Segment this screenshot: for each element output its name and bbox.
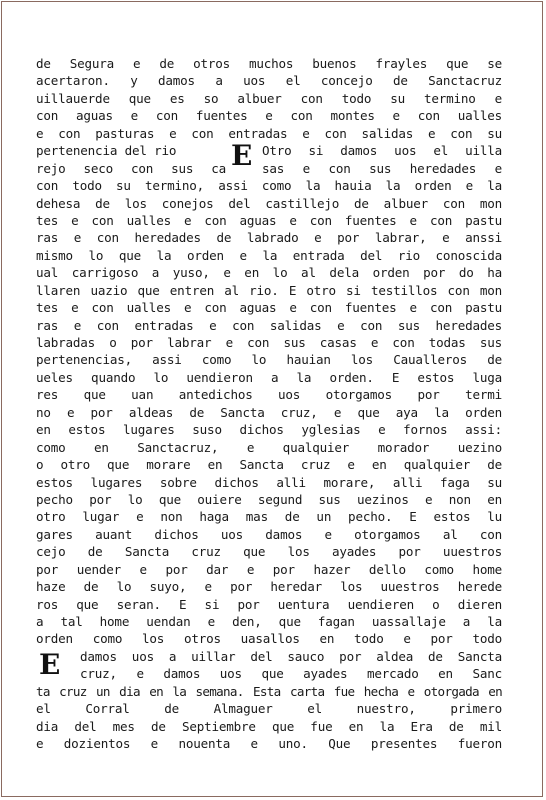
text-line: tes e con ualles e con aguas e con fuentes e con pastu xyxy=(36,212,502,228)
text-segment: rejo seco con sus ca xyxy=(36,160,226,176)
text-line: en estos lugares suso dichos yglesias e fornos assi: xyxy=(36,422,502,438)
text-line: ras e con entradas e con salidas e con sus heredades xyxy=(36,317,502,333)
text-line: llaren uazio que entren al rio. E otro si testillos con mon xyxy=(36,282,502,298)
text-line: ueles quando lo uendieron a la orden. E estos luga xyxy=(36,369,502,385)
text-segment: sas e con sus heredades e xyxy=(262,160,502,176)
text-line-with-initial xyxy=(36,648,502,665)
text-line: dehesa de los conejos del castillejo de albuer con mon xyxy=(36,195,502,211)
text-line: como en Sanctacruz, e qualquier morador uezino xyxy=(36,439,502,455)
text-line: haze de lo suyo, e por heredar los uuestros herede xyxy=(36,579,502,595)
text-line-with-initial xyxy=(36,142,502,159)
text-line: el Corral de Almaguer el nuestro, primero xyxy=(36,701,502,717)
text-line: mismo lo que la orden e la entrada del rio conoscida xyxy=(36,247,502,263)
text-line: cejo de Sancta cruz que los ayades por uuestros xyxy=(36,544,502,560)
text-line: con aguas e con fuentes e con montes e con ualles xyxy=(36,108,502,124)
text-line-with-initial xyxy=(36,160,502,177)
text-line: labradas o por labrar e con sus casas e con todas sus xyxy=(36,335,502,350)
decorative-initial: E xyxy=(39,648,61,681)
text-line: orden como los otros uasallos en todo e por todo xyxy=(36,631,502,647)
text-line: de Segura e de otros muchos buenos frayles que se xyxy=(36,56,502,71)
text-line: ras e con heredades de labrado e por labrar, e anssi xyxy=(36,230,502,246)
text-line: ual carrigoso a yuso, e en lo al dela orden por do ha xyxy=(36,265,502,281)
text-segment: cruz, e damos uos que ayades mercado en Sanc xyxy=(80,666,502,682)
text-line: pecho por lo que ouiere segund sus uezinos e non en xyxy=(36,491,502,507)
text-line: pertenencias, assi como lo hauian los Caualleros de xyxy=(36,352,502,368)
decorative-initial: E xyxy=(231,139,253,172)
text-line: estos lugares sobre dichos alli morare, alli faga su xyxy=(36,474,502,490)
document-page xyxy=(1,1,543,797)
document-body xyxy=(36,55,502,753)
text-line: con todo su termino, assi como la hauia la orden e la xyxy=(36,178,502,194)
text-line: o otro que morare en Sancta cruz e en qualquier de xyxy=(36,457,502,473)
text-line: gares auant dichos uos damos e otorgamos al con xyxy=(36,526,502,542)
text-segment: damos uos a uillar del sauco por aldea de Sancta xyxy=(80,648,502,664)
text-line: no e por aldeas de Sancta cruz, e que aya la orden xyxy=(36,404,502,420)
text-line: res que uan antedichos uos otorgamos por termi xyxy=(36,387,502,403)
text-line: uillauerde que es so albuer con todo su termino e xyxy=(36,90,502,106)
text-line: dia del mes de Septiembre que fue en la Era de mil xyxy=(36,718,502,734)
text-line: otro lugar e non haga mas de un pecho. E estos lu xyxy=(36,509,502,525)
text-line: por uender e por dar e por hazer dello como home xyxy=(36,561,502,577)
text-line: a tal home uendan e den, que fagan uassallaje a la xyxy=(36,614,502,629)
text-line-with-initial xyxy=(36,665,502,682)
text-segment: pertenencia del rio xyxy=(36,143,177,159)
text-line: e dozientos e nouenta e uno. Que presentes fueron xyxy=(36,736,502,752)
text-line: acertaron. y damos a uos el concejo de Sanctacruz xyxy=(36,73,502,89)
text-line: tes e con ualles e con aguas e con fuentes e con pastu xyxy=(36,300,502,316)
text-segment: Otro si damos uos el uilla xyxy=(262,143,502,159)
text-line: e con pasturas e con entradas e con salidas e con su xyxy=(36,125,502,141)
text-line: ros que seran. E si por uentura uendieren o dieren xyxy=(36,596,502,612)
text-line: ta cruz un dia en la semana. Esta carta fue hecha e otorgada en xyxy=(36,683,502,699)
